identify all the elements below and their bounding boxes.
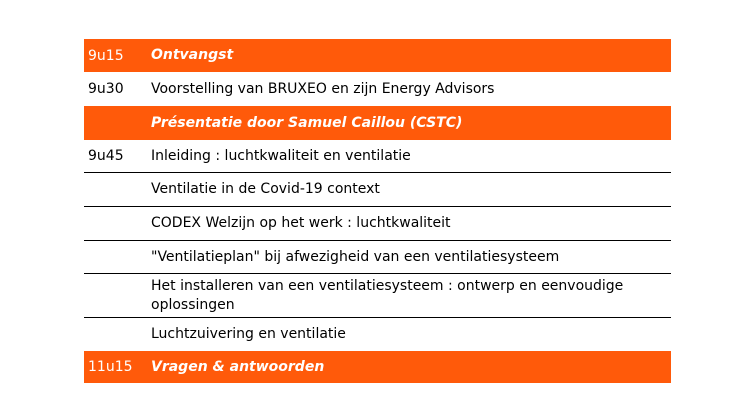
agenda-item: "Ventilatieplan" bij afwezigheid van een ventilatiesysteem <box>151 248 560 265</box>
agenda-row-inleiding <box>84 140 671 173</box>
agenda-item: Inleiding : luchtkwaliteit en ventilatie <box>151 147 411 164</box>
agenda-row-luchtzuivering <box>84 318 671 351</box>
agenda-row-codex <box>84 207 671 241</box>
agenda-table <box>84 39 671 383</box>
agenda-row-covid <box>84 173 671 207</box>
agenda-item: Luchtzuivering en ventilatie <box>151 326 346 342</box>
agenda-row-ventilatieplan <box>84 241 671 274</box>
agenda-item: Présentatie door Samuel Caillou (CSTC) <box>151 114 463 131</box>
agenda-item: Het installeren van een ventilatiesysteem : ontwerp en eenvoudige oplossingen <box>151 277 624 313</box>
agenda-time: 11u15 <box>88 359 133 375</box>
agenda-item: Ontvangst <box>151 47 234 63</box>
agenda-time: 9u15 <box>88 47 124 64</box>
agenda-row-installeren <box>84 274 671 318</box>
agenda-item: Vragen & antwoorden <box>151 358 325 375</box>
agenda-item: Ventilatie in de Covid-19 context <box>151 181 380 197</box>
agenda-row-voorstelling <box>84 72 671 106</box>
agenda-time: 9u45 <box>88 148 124 164</box>
agenda-row-ontvangst <box>84 39 671 72</box>
agenda-row-presentatie <box>84 106 671 140</box>
agenda-row-vragen <box>84 351 671 383</box>
agenda-item: CODEX Welzijn op het werk : luchtkwaliteit <box>151 215 451 231</box>
agenda-time: 9u30 <box>88 81 124 97</box>
agenda-item: Voorstelling van BRUXEO en zijn Energy Advisors <box>151 80 495 97</box>
